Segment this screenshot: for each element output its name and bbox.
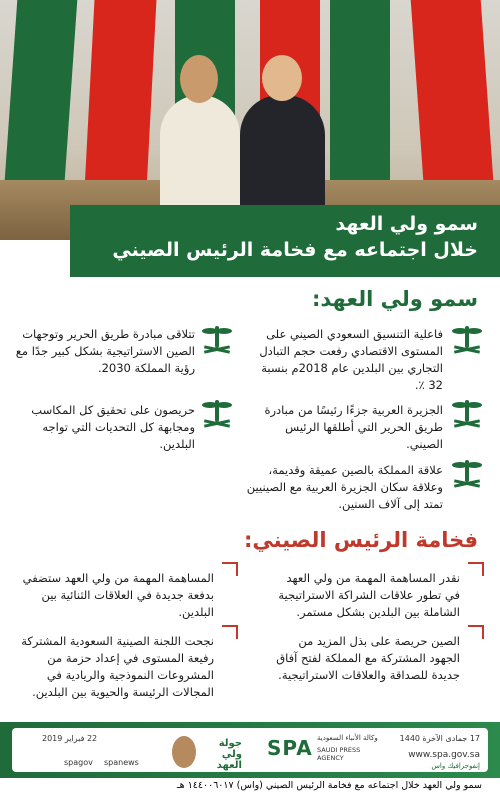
saudi-emblem-icon xyxy=(452,460,482,490)
saudi-emblem-icon xyxy=(202,400,232,430)
graphics-credit: إنفوجرافيك واس xyxy=(431,762,480,770)
saudi-emblem-icon xyxy=(452,400,482,430)
list-item: نجحت اللجنة الصينية السعودية المشتركة رفيعة المستوى في إعداد حزمة من المشروعات النموذجية والريادية في المجالات الرئيسة والحيوية بين البلدين. xyxy=(21,634,214,699)
spa-name-en: SAUDI PRESS AGENCY xyxy=(317,746,361,762)
header-photo xyxy=(0,0,500,240)
list-item: تتلاقى مبادرة طريق الحرير وتوجهات الصين الاستراتيجية بشكل كبير جدًا مع رؤية المملكة 2030. xyxy=(15,327,195,375)
tour-title: جولة ولي العهد xyxy=(216,738,242,771)
banner-line1: سمو ولي العهد xyxy=(335,213,478,235)
list-item: فاعلية التنسيق السعودي الصيني على المستوى الاقتصادي رفعت حجم التبادل التجاري بين البلدين عام 2018م بنسبة 32 ٪. xyxy=(259,327,443,392)
list-item: حريصون على تحقيق كل المكاسب ومجابهة كل التحديات التي تواجه البلدين. xyxy=(31,403,195,451)
corner-bracket-icon xyxy=(468,562,484,576)
twitter-handle[interactable]: spagov xyxy=(64,758,93,767)
title-banner xyxy=(70,205,500,277)
gregorian-date: 22 فبراير 2019 xyxy=(42,734,98,743)
list-item: نقدر المساهمة المهمة من ولي العهد في تطور علاقات الشراكة الاستراتيجية الشاملة بين البلدين بشكل مستمر. xyxy=(278,571,460,619)
saudi-emblem-icon xyxy=(202,326,232,356)
instagram-handle[interactable]: spanews xyxy=(104,758,139,767)
hijri-date: 17 جمادى الآخرة 1440 xyxy=(399,734,480,743)
person-right-head xyxy=(262,55,302,101)
photo-caption: سمو ولي العهد خلال اجتماعه مع فخامة الرئيس الصيني (واس) ١٤٤٠٠٦٠١٧ هـ xyxy=(176,780,482,791)
crown-prince-portrait xyxy=(172,736,196,768)
banner-line2: خلال اجتماعه مع فخامة الرئيس الصيني xyxy=(112,239,478,261)
website-link[interactable]: www.spa.gov.sa xyxy=(408,750,480,760)
section2-title: فخامة الرئيس الصيني: xyxy=(244,528,478,552)
saudi-emblem-icon xyxy=(452,326,482,356)
spa-name-ar: وكالة الأنباء السعودية xyxy=(317,734,378,742)
corner-bracket-icon xyxy=(222,562,238,576)
section1-title: سمو ولي العهد: xyxy=(311,287,478,311)
person-left-head xyxy=(180,55,218,103)
spa-logo: SPA xyxy=(267,736,313,760)
list-item: علاقة المملكة بالصين عميقة وقديمة، وعلاقة سكان الجزيرة العربية مع الصينيين تمتد إلى آلاف السنين. xyxy=(246,463,443,511)
list-item: المساهمة المهمة من ولي العهد ستضفي بدفعة جديدة في العلاقات الثنائية بين البلدين. xyxy=(22,571,214,619)
footer-panel xyxy=(12,728,488,772)
list-item: الجزيرة العربية جزءًا رئيسًا من مبادرة طريق الحرير التي أطلقها الرئيس الصيني. xyxy=(264,403,443,451)
list-item: الصين حريصة على بذل المزيد من الجهود المشتركة مع المملكة لفتح آفاق جديدة للصداقة والعلاقات الاستراتيجية. xyxy=(276,634,460,682)
corner-bracket-icon xyxy=(468,625,484,639)
footer-bar xyxy=(0,722,500,778)
corner-bracket-icon xyxy=(222,625,238,639)
